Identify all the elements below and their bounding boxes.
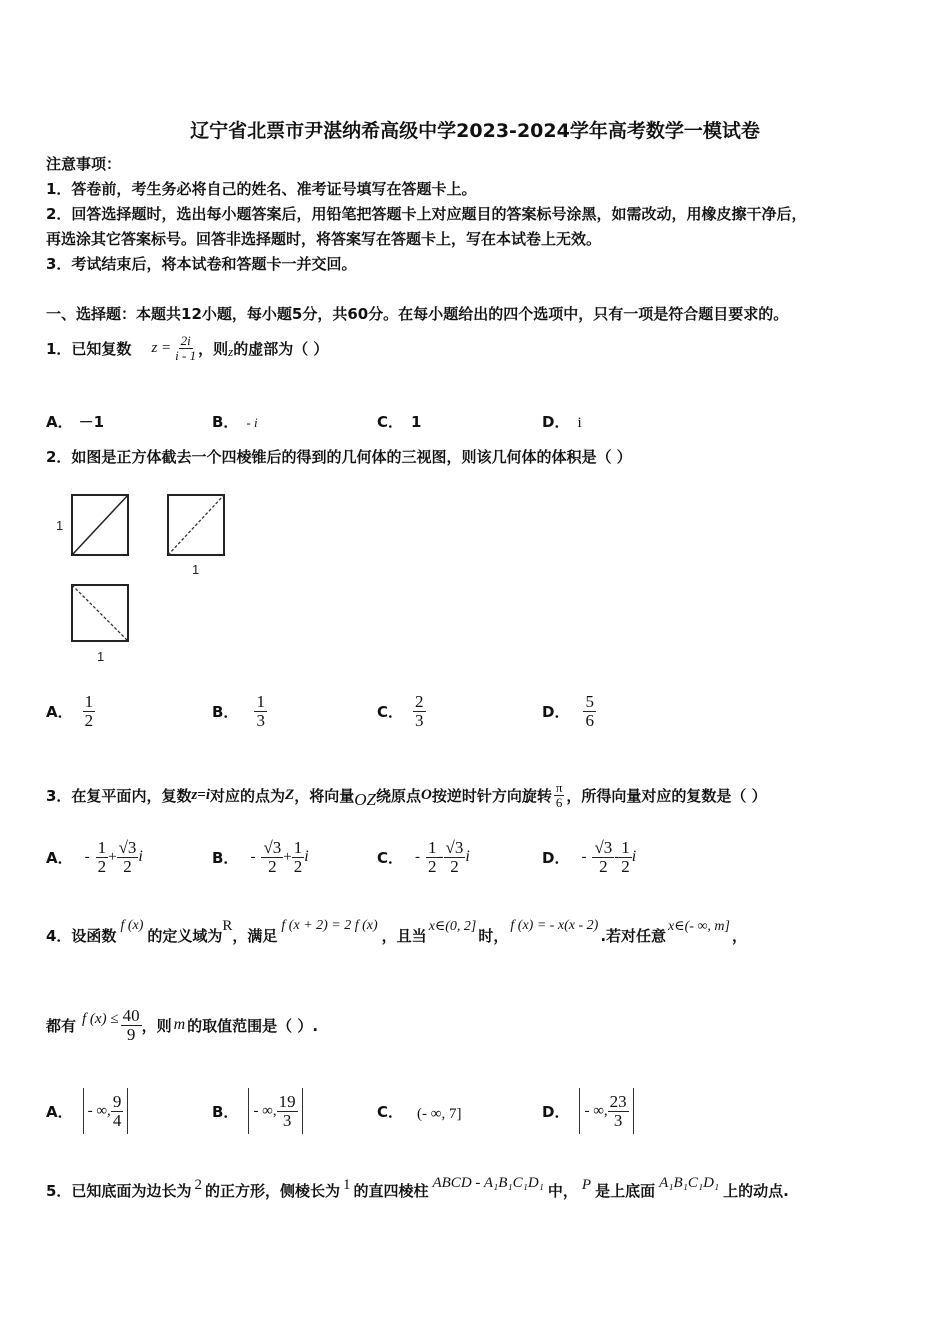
- q3-a-frac1: [96, 839, 109, 876]
- q2-d-den: 6: [585, 710, 594, 730]
- q5-side-length: 2: [194, 1176, 202, 1193]
- q4-option-b[interactable]: [212, 1086, 303, 1136]
- q4-mid4: 时，: [478, 926, 509, 945]
- q3-c-label: C．: [377, 848, 404, 867]
- notice-item-3: 3．考试结束后，将本试卷和答题卡一并交回。: [46, 255, 357, 273]
- q3-a-frac1-den: 2: [97, 856, 107, 876]
- q3-point-z: Z: [285, 786, 295, 803]
- q4-option-a[interactable]: [46, 1086, 128, 1136]
- q4-m: m: [173, 1016, 186, 1033]
- q4-prefix: 4．设函数: [46, 926, 117, 945]
- q4-a-interval: [83, 1088, 129, 1134]
- q2-b-num: 1: [256, 691, 265, 711]
- front-view: [72, 495, 128, 555]
- q3-d-sign: -: [581, 848, 587, 865]
- q4-c-label: C．: [377, 1102, 404, 1121]
- question-1: [46, 325, 328, 371]
- notice-heading: 注意事项：: [46, 155, 122, 173]
- q1-d-label: D．: [542, 413, 570, 431]
- q4-b-interval: [248, 1088, 302, 1134]
- section-heading: 一、选择题：本题共12小题，每小题5分，共60分。在每小题给出的四个选项中，只有一项是符合题目要求的。: [46, 305, 789, 323]
- q4-d-den: 3: [613, 1110, 623, 1130]
- q4-line2-mid: ，则: [141, 1016, 172, 1035]
- q4-ineq-num: 40: [122, 1005, 140, 1025]
- q2-b-fraction: [254, 693, 267, 730]
- q2-option-b[interactable]: [212, 688, 267, 734]
- q4-inequality: f (x) ≤: [82, 1010, 119, 1027]
- page-title: 辽宁省北票市尹湛纳希高级中学2023-2024学年高考数学一模试卷: [190, 120, 760, 142]
- q2-d-fraction: [583, 693, 596, 730]
- q3-d-frac1-num: √3: [594, 837, 613, 857]
- q4-a-left: - ∞,: [87, 1102, 111, 1119]
- q3-zi: z=i: [191, 786, 211, 803]
- q4-line2-prefix: 都有: [46, 1016, 77, 1035]
- q1-mid: ，则: [198, 339, 229, 358]
- q2-a-num: 1: [84, 691, 94, 711]
- q4-b-left: - ∞,: [253, 1102, 277, 1119]
- q3-rotation-fraction: [554, 781, 565, 809]
- q5-point-p: P: [581, 1176, 592, 1193]
- q1-post: 的虚部为（ ）: [233, 339, 329, 358]
- q5-mid1: 的正方形，侧棱长为: [204, 1181, 340, 1200]
- q5-post: 上的动点.: [723, 1181, 789, 1200]
- notice-item-1: 1．答卷前，考生务必将自己的姓名、准考证号填写在答题卡上。: [46, 180, 477, 198]
- q2-c-label: C．: [377, 702, 404, 721]
- q3-option-d[interactable]: [542, 832, 636, 882]
- q4-b-num: 19: [278, 1091, 296, 1111]
- q4-mid5: .若对任意: [600, 926, 667, 945]
- q3-mid3: 绕原点: [375, 786, 421, 805]
- q3-c-sign: -: [415, 848, 421, 865]
- q3-mid2: ，将向量: [294, 786, 355, 805]
- q5-mid3: 中，: [547, 1181, 578, 1200]
- q5-edge-length: 1: [342, 1176, 351, 1193]
- q3-b-plus: +: [283, 848, 292, 865]
- q3-a-frac1-num: 1: [97, 837, 107, 857]
- fig-label-left: 1: [56, 518, 64, 533]
- q1-c-label: C．: [377, 413, 404, 431]
- q4-d-interval: [579, 1088, 633, 1134]
- q5-prism-name: ABCD - A₁B₁C₁D₁: [432, 1174, 544, 1191]
- q3-b-frac2: [292, 839, 305, 876]
- q3-d-frac2-den: 2: [621, 856, 630, 876]
- q4-d-label: D．: [542, 1102, 570, 1121]
- q3-d-frac1-den: 2: [599, 856, 608, 876]
- q1-prefix: 1．已知复数: [46, 339, 132, 358]
- q3-d-i: i: [631, 848, 637, 865]
- q1-option-b[interactable]: [212, 411, 258, 432]
- notice-item-2-cont: 再选涂其它答案标号。回答非选择题时，将答案写在答题卡上，写在本试卷上无效。: [46, 230, 602, 248]
- q3-post: ，所得向量对应的复数是（ ）: [566, 786, 767, 805]
- q4-comma: ，: [732, 926, 748, 945]
- q4-a-fraction: [111, 1093, 124, 1130]
- q4-ineq-den: 9: [126, 1024, 136, 1044]
- q4-d-left: - ∞,: [584, 1102, 608, 1119]
- q4-option-c[interactable]: [377, 1086, 461, 1136]
- q2-d-num: 5: [585, 691, 594, 711]
- fig-label-top: 1: [97, 649, 105, 664]
- q3-b-frac1-num: √3: [263, 837, 282, 857]
- q5-mid2: 的直四棱柱: [353, 1181, 429, 1200]
- q3-b-label: B．: [212, 848, 239, 867]
- q1-c-value: 1: [411, 413, 422, 431]
- q1-a-value: －1: [78, 413, 105, 431]
- q2-d-label: D．: [542, 702, 570, 721]
- q3-d-frac2: [619, 839, 632, 876]
- q4-ineq-fraction: [121, 1007, 142, 1044]
- q4-line2-post: 的取值范围是（ ）.: [187, 1016, 319, 1035]
- q3-c-i: i: [465, 848, 470, 865]
- q3-b-frac2-den: 2: [293, 856, 303, 876]
- q4-interval-m: x∈(- ∞, m]: [668, 918, 730, 934]
- q3-b-sign: -: [250, 848, 256, 865]
- q3-c-frac2: [444, 839, 466, 876]
- q1-b-label: B．: [212, 413, 239, 431]
- q3-option-b[interactable]: [212, 832, 309, 882]
- q3-a-frac2: [117, 839, 139, 876]
- q3-a-plus: +: [108, 848, 117, 865]
- q2-c-fraction: [413, 693, 426, 730]
- q4-mid2: ，满足: [232, 926, 278, 945]
- q4-b-label: B．: [212, 1102, 239, 1121]
- q2-option-c[interactable]: [377, 688, 426, 734]
- q4-function-def: f (x) = - x(x - 2): [510, 918, 599, 933]
- q3-option-c[interactable]: [377, 832, 470, 882]
- q1-option-d[interactable]: [542, 411, 582, 432]
- q1-option-c[interactable]: [377, 411, 421, 432]
- q1-z-eq: z =: [151, 339, 172, 356]
- side-view: [168, 495, 224, 555]
- q4-a-label: A．: [46, 1102, 73, 1121]
- q3-a-label: A．: [46, 848, 73, 867]
- q3-a-frac2-den: 2: [123, 856, 132, 876]
- q2-c-den: 3: [415, 710, 424, 730]
- q4-a-num: 9: [112, 1091, 122, 1111]
- q3-mid4: 按逆时针方向旋转: [431, 786, 552, 805]
- q3-rot-num: π: [555, 779, 563, 795]
- q5-prefix: 5．已知底面为边长为: [46, 1181, 192, 1200]
- q3-a-sign: -: [84, 848, 90, 865]
- q3-c-frac1: [426, 839, 439, 876]
- q3-prefix: 3．在复平面内，复数: [46, 786, 192, 805]
- q2-option-d[interactable]: [542, 688, 596, 734]
- q4-d-fraction: [608, 1093, 629, 1130]
- q1-z: z: [228, 344, 234, 359]
- top-view: [72, 585, 128, 641]
- question-3: [46, 772, 767, 818]
- q4-mid1: 的定义域为: [147, 926, 223, 945]
- q3-c-frac1-num: 1: [428, 837, 437, 857]
- q1-a-label: A．: [46, 413, 73, 431]
- q3-origin-o: O: [420, 786, 432, 803]
- q4-domain-r: R: [222, 917, 233, 934]
- q3-b-frac1-den: 2: [268, 856, 277, 876]
- q5-top-face: A₁B₁C₁D₁: [659, 1174, 720, 1191]
- q3-c-frac1-den: 2: [428, 856, 437, 876]
- q2-option-a[interactable]: [46, 688, 95, 734]
- question-5: [46, 1170, 789, 1210]
- q4-functional-equation: f (x + 2) = 2 f (x): [281, 918, 378, 933]
- q5-mid4: 是上底面: [595, 1181, 656, 1200]
- q3-option-a[interactable]: [46, 832, 143, 882]
- q3-c-frac2-den: 2: [450, 856, 459, 876]
- q2-c-num: 2: [415, 691, 424, 711]
- q3-c-minus: -: [438, 848, 444, 865]
- q1-option-a[interactable]: [46, 411, 104, 432]
- q2-a-label: A．: [46, 702, 73, 721]
- fig-label-side: 1: [192, 562, 200, 577]
- q2-b-den: 3: [256, 710, 265, 730]
- q3-d-frac2-num: 1: [621, 837, 630, 857]
- q3-mid1: 对应的点为: [210, 786, 286, 805]
- q3-rot-den: 6: [555, 794, 563, 810]
- q4-option-d[interactable]: [542, 1086, 634, 1136]
- q3-d-frac1: [592, 839, 614, 876]
- q4-fx: f (x): [120, 918, 144, 933]
- q3-b-frac2-num: 1: [293, 837, 303, 857]
- q3-b-frac1: [261, 839, 283, 876]
- q3-a-i: i: [138, 848, 143, 865]
- q1-numerator: 2i: [180, 332, 191, 348]
- q4-interval: x∈(0, 2]: [428, 918, 477, 934]
- q1-fraction: [173, 334, 198, 362]
- q2-a-den: 2: [84, 710, 94, 730]
- q4-d-num: 23: [609, 1091, 627, 1111]
- q3-d-label: D．: [542, 848, 570, 867]
- question-2: 2．如图是正方体截去一个四棱锥后的得到的几何体的三视图，则该几何体的体积是（ ）: [46, 448, 632, 466]
- q4-b-den: 3: [282, 1110, 292, 1130]
- q3-b-i: i: [304, 848, 309, 865]
- q1-denominator: i - 1: [175, 347, 197, 363]
- q1-b-value: - i: [246, 415, 258, 430]
- q4-c-interval: (- ∞, 7]: [417, 1105, 462, 1122]
- question-4-cont: [46, 1002, 318, 1048]
- three-view-figure: [50, 490, 250, 670]
- q4-mid3: ，且当: [381, 926, 427, 945]
- q3-a-frac2-num: √3: [118, 837, 137, 857]
- q1-d-value: i: [577, 415, 582, 431]
- q4-a-den: 4: [112, 1110, 122, 1130]
- q3-c-frac2-num: √3: [445, 837, 464, 857]
- notice-item-2: 2．回答选择题时，选出每小题答案后，用铅笔把答题卡上对应题目的答案标号涂黑，如需改动，用橡皮擦干净后，: [46, 205, 807, 223]
- q3-vector-oz: OZ: [354, 790, 376, 809]
- q2-b-label: B．: [212, 702, 239, 721]
- q4-b-fraction: [277, 1093, 298, 1130]
- question-4: [46, 912, 747, 958]
- q3-d-minus: -: [614, 848, 620, 865]
- q2-a-fraction: [83, 693, 96, 730]
